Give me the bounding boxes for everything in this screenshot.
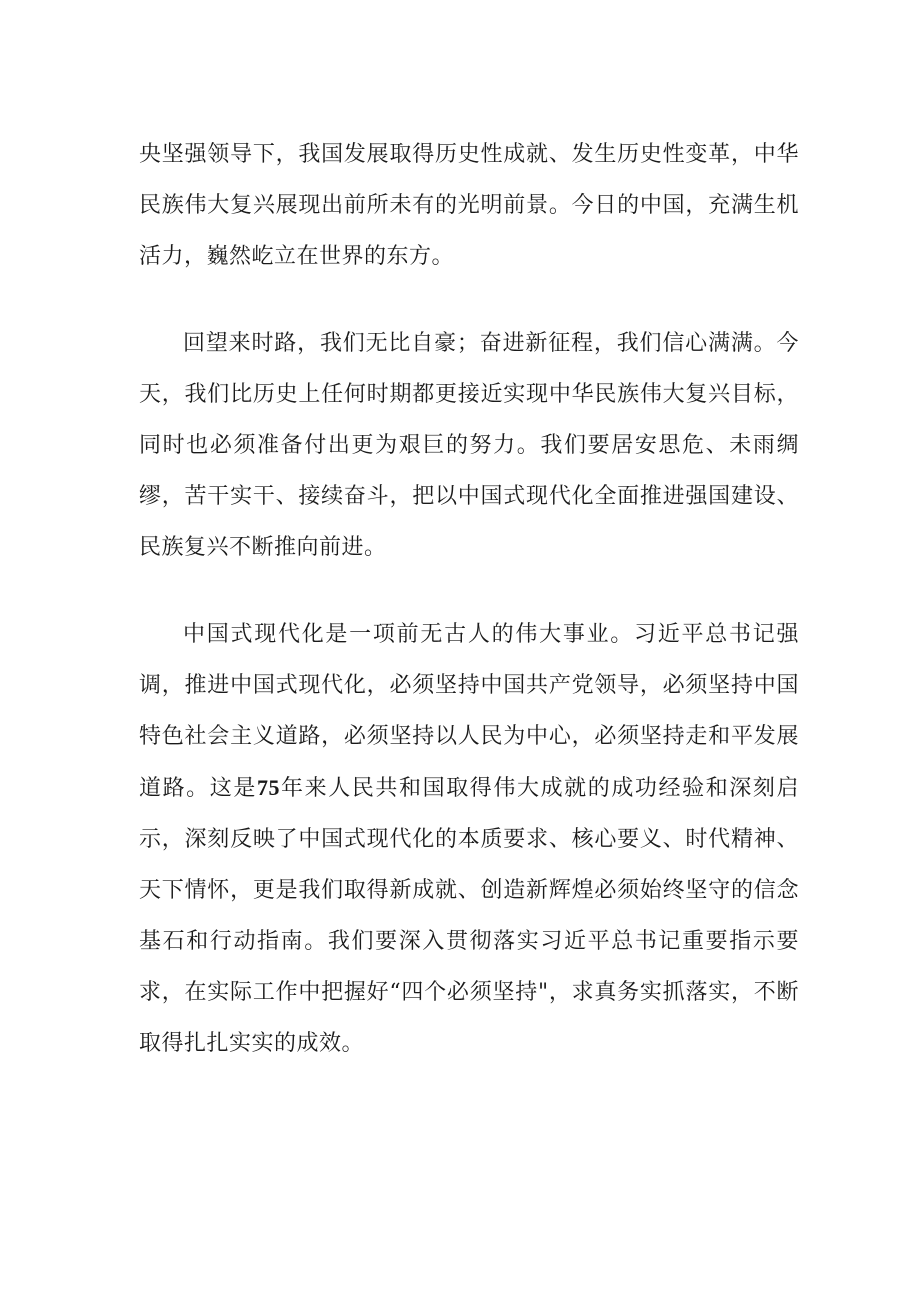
paragraph-1: 央坚强领导下，我国发展取得历史性成就、发生历史性变革，中华民族伟大复兴展现出前所未有的光明前景。今日的中国，充满生机活力，巍然屹立在世界的东方。 <box>139 142 799 269</box>
paragraph-3-text-before: 中国式现代化是一项前无古人的伟大事业。习近平总书记强调，推进中国式现代化，必须坚持中国共产党领导，必须坚持中国特色社会主义道路，必须坚持以人民为中心，必须坚持走和平发展道路。这是 <box>139 622 799 801</box>
paragraph-3-text-after: 年来人民共和国取得伟大成就的成功经验和深刻启示，深刻反映了中国式现代化的本质要求、核心要义、时代精神、天下情怀，更是我们取得新成就、创造新辉煌必须始终坚守的信念基石和行动指南。我们要深入贯彻落实习近平总书记重要指示要求，在实际工作中把握好“四个必须坚持"，求真务实抓落实，不断取得扎扎实实的成效。 <box>139 776 799 1056</box>
paragraph-2: 回望来时路，我们无比自豪；奋进新征程，我们信心满满。今天，我们比历史上任何时期都更接近实现中华民族伟大复兴目标，同时也必须准备付出更为艰巨的努力。我们要居安思危、未雨绸缪，苦干实干、接续奋斗，把以中国式现代化全面推进强国建设、民族复兴不断推向前进。 <box>139 331 799 560</box>
paragraph-3-number: 75 <box>256 775 280 800</box>
paragraph-3 <box>139 609 799 1069</box>
document-body <box>139 129 799 1069</box>
